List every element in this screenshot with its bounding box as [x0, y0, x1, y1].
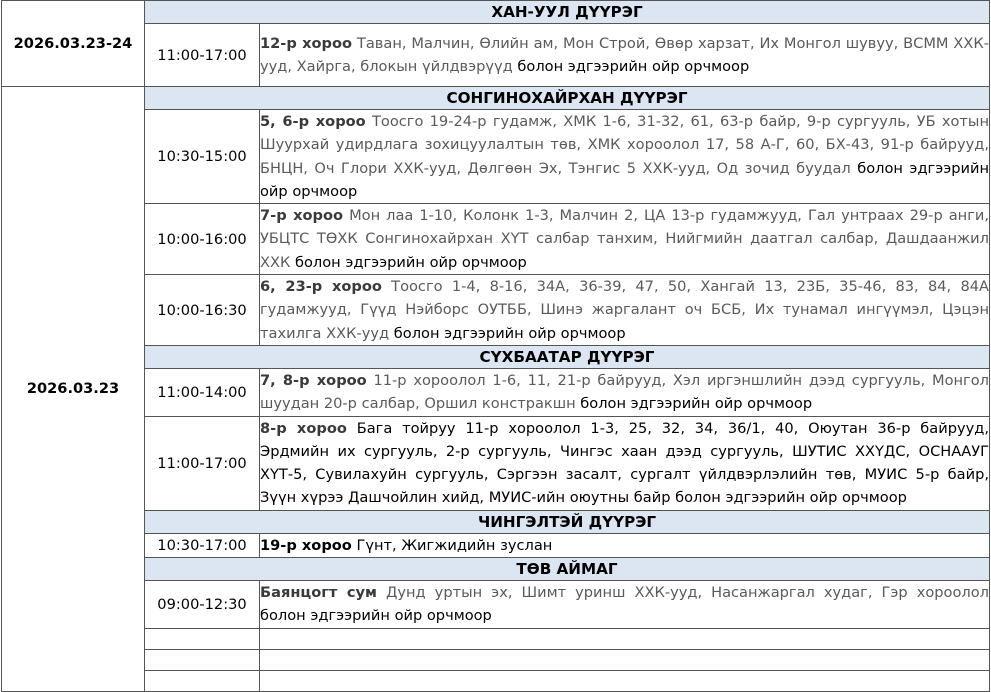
suffix-text: болон эдгээрийн ойр орчмоор	[389, 324, 626, 342]
table-row	[2, 533, 990, 557]
places-text: Мон лаа 1-10, Колонк 1-3, Малчин 2, ЦА 13-р гудамжууд, Гал унтраах 29-р анги, УБЦТС ТӨХК Сонгинохайрхан ХҮТ салбар танхим, Нийгмийн даатгал салбар, Дашдаанжил ХХК	[260, 207, 989, 271]
time-cell: 10:00-16:30	[145, 275, 260, 346]
khoroo-label: 7-р хороо	[260, 207, 344, 225]
date-cell: 2026.03.23	[2, 87, 145, 692]
time-cell: 10:30-17:00	[145, 533, 260, 557]
khoroo-label: 7, 8-р хороо	[260, 371, 367, 389]
suffix-text: болон эдгээрийн ойр орчмоор	[575, 395, 813, 413]
area-description	[260, 368, 990, 416]
area-description	[260, 581, 990, 629]
places-text: Таван, Малчин, Өлийн ам, Мон Строй, Өвөр харзат, Их Монгол шувуу, ВСММ ХХК-ууд, Хайрга, блокын үйлдвэрүүд	[260, 34, 989, 75]
places-text: Тоосго 1-4, 8-16, 34А, 36-39, 47, 50, Хангай 13, 23Б, 35-46, 83, 84, 84А гудамжууд, Гүүд Нэйборс ОУТББ, Шинэ жаргалант оч БСБ, Их тунамал ингүүмэл, Цэцэн тахилга ХХК-ууд	[260, 278, 989, 342]
time-cell: 10:00-16:00	[145, 204, 260, 275]
khoroo-label: Баянцогт сум	[260, 584, 377, 602]
khoroo-label: 5, 6-р хороо	[260, 113, 366, 130]
suffix-text: болон эдгээрийн ойр орчмоор	[260, 607, 492, 625]
places-text: Дунд уртын эх, Шимт уринш ХХК-ууд, Насанжаргал худаг, Гэр хороолол	[376, 584, 990, 602]
khoroo-label: 19-р хороо	[260, 536, 352, 554]
table-row	[2, 649, 990, 670]
time-cell: 11:00-17:00	[145, 416, 260, 510]
date-cell: 2026.03.23-24	[2, 1, 145, 87]
table-row	[2, 368, 990, 416]
area-description	[260, 533, 990, 557]
khoroo-label: 8-р хороо	[260, 419, 347, 437]
table-row	[2, 110, 990, 204]
time-cell: 10:30-15:00	[145, 110, 260, 204]
area-description	[260, 275, 990, 346]
district-name: ЧИНГЭЛТЭЙ ДҮҮРЭГ	[145, 510, 990, 533]
area-description	[260, 24, 990, 87]
outage-schedule-table	[1, 0, 990, 692]
district-header-row	[2, 558, 990, 581]
area-description	[260, 204, 990, 275]
places-text: Тоосго 19-24-р гудамж, ХМК 1-6, 31-32, 61, 63-р байр, 9-р сургууль, УБ хотын Шуурхай удирдлага зохицуулалтын төв, ХМК хороолол 17, 58 А-Г, 60, БХ-43, 91-р байрууд, БНЦН, Оч Глори ХХК-ууд, Дөлгөөн Эх, Тэнгис 5 ХХК-ууд, Од зочид буудал	[260, 113, 989, 177]
area-description	[260, 416, 990, 510]
time-cell: 09:00-12:30	[145, 581, 260, 629]
suffix-text: болон эдгээрийн ойр орчмоор	[260, 159, 989, 200]
table-row	[2, 275, 990, 346]
district-header-row	[2, 1, 990, 24]
district-name: СОНГИНОХАЙРХАН ДҮҮРЭГ	[145, 87, 990, 110]
district-header-row	[2, 510, 990, 533]
table-row	[2, 416, 990, 510]
time-cell: 11:00-17:00	[145, 24, 260, 87]
district-header-row	[2, 87, 990, 110]
khoroo-label: 12-р хороо	[260, 34, 353, 52]
table-row	[2, 204, 990, 275]
places-text: 11-р хороолол 1-6, 11, 21-р байрууд, Хэл иргэншлийн дээд сургууль, Монгол шуудан 20-р салбар, Оршил констракшн	[260, 371, 989, 413]
district-header-row	[2, 345, 990, 368]
table-row	[2, 581, 990, 629]
area-description	[260, 110, 990, 204]
places-text: Гүнт, Жигжидийн зуслан	[351, 536, 553, 554]
district-name: СҮХБААТАР ДҮҮРЭГ	[145, 345, 990, 368]
khoroo-label: 6, 23-р хороо	[260, 278, 382, 296]
suffix-text: болон эдгээрийн ойр орчмоор	[512, 58, 750, 75]
table-row	[2, 670, 990, 691]
table-row	[2, 628, 990, 649]
district-name: ХАН-УУЛ ДҮҮРЭГ	[145, 1, 990, 24]
places-text: Бага тойруу 11-р хороолол 1-3, 25, 32, 34, 36/1, 40, Оюутан 36-р байрууд, Эрдмийн их сургууль, 2-р сургууль, Чингэс хаан дээд сургууль, ШУТИС ХХҮДС, ОСНААУГ ХҮТ-5, Сувилахуйн сургууль, Сэргээн засалт, сургалт үйлдвэрлэлийн төв, МУИС 5-р байр, Зүүн хүрээ Дашчойлин хийд, МУИС-ийн оюутны байр болон эдгээрийн ойр орчмоор	[260, 419, 989, 507]
table-row	[2, 24, 990, 87]
time-cell: 11:00-14:00	[145, 368, 260, 416]
district-name: ТӨВ АЙМАГ	[145, 558, 990, 581]
suffix-text: болон эдгээрийн ойр орчмоор	[290, 253, 527, 271]
